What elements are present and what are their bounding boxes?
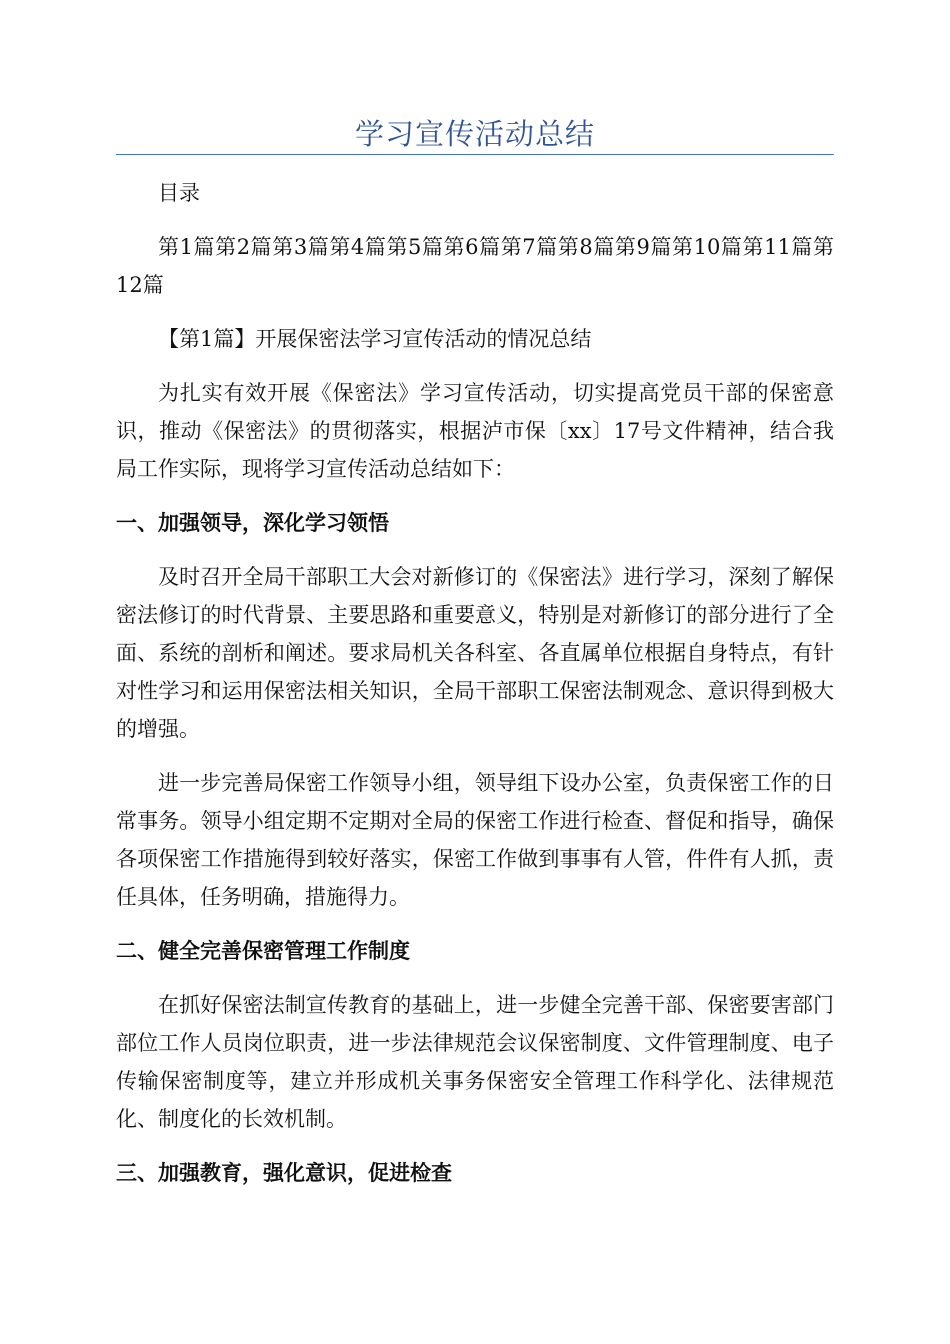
title-underline (116, 154, 834, 155)
intro-paragraph: 为扎实有效开展《保密法》学习宣传活动，切实提高党员干部的保密意识，推动《保密法》的贯彻落实，根据泸市保〔xx〕17号文件精神，结合我局工作实际，现将学习宣传活动总结如下： (116, 381, 834, 481)
section-heading-3: 三、加强教育，强化意识，促进检查 (116, 1160, 452, 1185)
toc-label: 目录 (158, 181, 200, 205)
document-title: 学习宣传活动总结 (354, 117, 595, 151)
toc-list: 第1篇第2篇第3篇第4篇第5篇第6篇第7篇第8篇第9篇第10篇第11篇第12篇 (116, 235, 834, 297)
section-1-paragraph-1: 及时召开全局干部职工大会对新修订的《保密法》进行学习，深刻了解保密法修订的时代背景、主要思路和重要意义，特别是对新修订的部分进行了全面、系统的剖析和阐述。要求局机关各科室、各直属单位根据自身特点，有针对性学习和运用保密法相关知识，全局干部职工保密法制观念、意识得到极大的增强。 (116, 565, 834, 741)
document-body (116, 174, 834, 1192)
section-1-paragraph-2: 进一步完善局保密工作领导小组，领导组下设办公室，负责保密工作的日常事务。领导小组定期不定期对全局的保密工作进行检查、督促和指导，确保各项保密工作措施得到较好落实，保密工作做到事事有人管，件件有人抓，责任具体，任务明确，措施得力。 (116, 771, 834, 909)
section-2-paragraph-1: 在抓好保密法制宣传教育的基础上，进一步健全完善干部、保密要害部门部位工作人员岗位职责，进一步法律规范会议保密制度、文件管理制度、电子传输保密制度等，建立并形成机关事务保密安全管理工作科学化、法律规范化、制度化的长效机制。 (116, 993, 834, 1131)
section-heading-2: 二、健全完善保密管理工作制度 (116, 938, 410, 963)
article-title: 【第1篇】开展保密法学习宣传活动的情况总结 (158, 327, 592, 351)
section-heading-1: 一、加强领导，深化学习领悟 (116, 510, 389, 535)
